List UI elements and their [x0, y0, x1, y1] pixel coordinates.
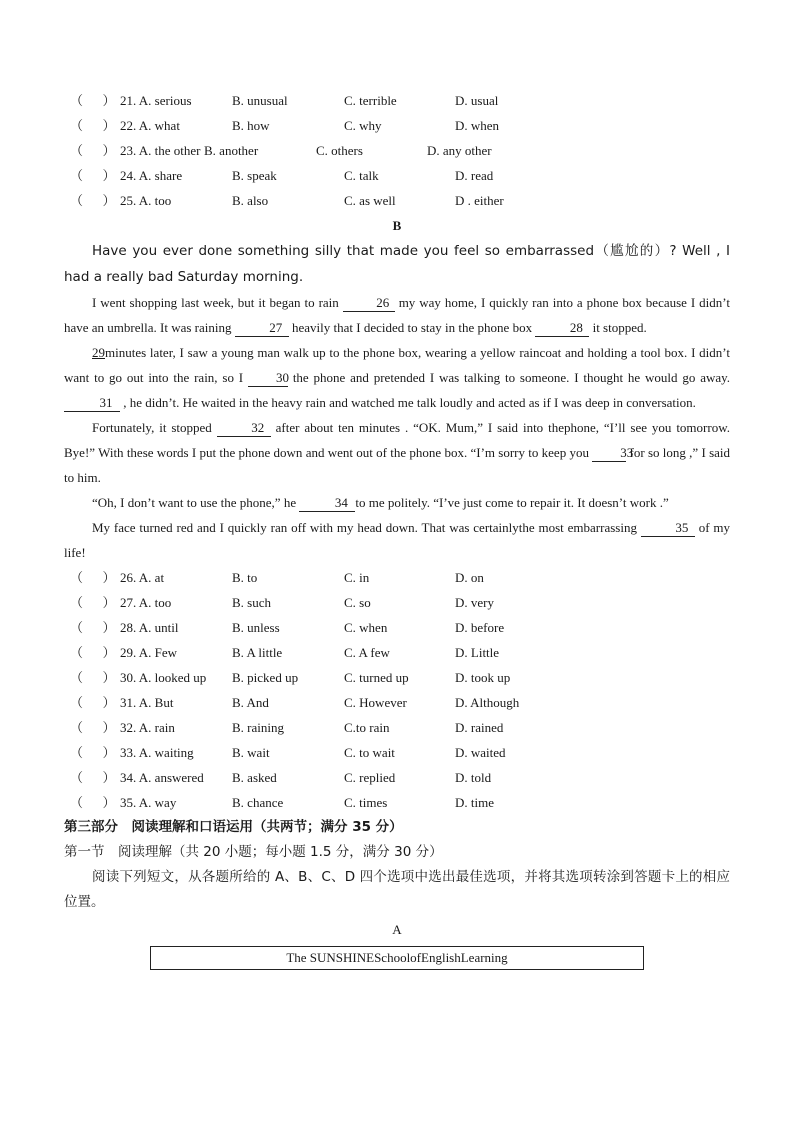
- paragraph-text: after about ten minutes . “OK. Mum,” I said into thephone, “I’ll see you tomorrow. Bye!” With these words I put the phone down and went out of the phone box. “I’m sorry to keep you: [64, 420, 731, 460]
- option-a: 33. A. waiting: [120, 745, 194, 760]
- answer-paren[interactable]: （ ）: [70, 168, 116, 183]
- paragraph-text: the phone and pretended I was talking to someone. I thought he would go away.: [292, 370, 731, 385]
- question-row-30: [64, 665, 730, 690]
- blank-30[interactable]: 30: [248, 370, 288, 387]
- option-d: D. any other: [427, 143, 492, 158]
- option-d: D. very: [455, 595, 494, 610]
- question-row-29: [64, 640, 730, 665]
- option-c: C. talk: [344, 168, 379, 183]
- option-a: 26. A. at: [120, 570, 165, 585]
- option-c: C. why: [344, 118, 382, 133]
- section-a-question-list: [64, 88, 730, 213]
- option-d: D. on: [455, 570, 484, 585]
- reading-a-title-box: The SUNSHINESchoolofEnglishLearning: [150, 946, 644, 970]
- passage-paragraph-5: [64, 490, 730, 515]
- option-c: C. as well: [344, 193, 396, 208]
- option-d: D. read: [455, 168, 494, 183]
- answer-paren[interactable]: （ ）: [70, 645, 116, 660]
- option-b: B. asked: [232, 770, 277, 785]
- option-a: 30. A. looked up: [120, 670, 207, 685]
- option-b: B. unless: [232, 620, 280, 635]
- option-d: D. usual: [455, 93, 499, 108]
- blank-26[interactable]: 26: [343, 295, 395, 312]
- passage-paragraph-4: [64, 415, 730, 490]
- paragraph-text: of my life!: [64, 520, 731, 560]
- option-c: C. A few: [344, 645, 390, 660]
- option-c: C. turned up: [344, 670, 409, 685]
- paragraph-text: Have you ever done something silly that made you feel so embarrassed（尴尬的）? Well , I had a really bad Saturday morning.: [64, 243, 730, 285]
- option-c: C. others: [316, 143, 363, 158]
- answer-paren[interactable]: （ ）: [70, 93, 116, 108]
- paragraph-text: “Oh, I don’t want to use the phone,” he: [92, 495, 297, 510]
- option-d: D. time: [455, 795, 494, 810]
- question-row-31: [64, 690, 730, 715]
- part-3-title: 第三部分 阅读理解和口语运用（共两节；满分 35 分）: [64, 819, 403, 835]
- answer-paren[interactable]: （ ）: [70, 795, 116, 810]
- passage-paragraph-1: [64, 238, 730, 290]
- blank-27[interactable]: 27: [235, 320, 289, 337]
- answer-paren[interactable]: （ ）: [70, 143, 116, 158]
- option-b: B. And: [232, 695, 269, 710]
- section-b-question-list: [64, 565, 730, 815]
- option-a: 21. A. serious: [120, 93, 192, 108]
- question-row-27: [64, 590, 730, 615]
- option-b: B. picked up: [232, 670, 299, 685]
- option-d: D. took up: [455, 670, 511, 685]
- option-b: B. A little: [232, 645, 283, 660]
- paragraph-text: for so long ,” I said to him.: [64, 445, 731, 485]
- answer-paren[interactable]: （ ）: [70, 118, 116, 133]
- question-row-22: [64, 113, 730, 138]
- option-d: D. waited: [455, 745, 506, 760]
- option-c: C. so: [344, 595, 371, 610]
- option-d: D. when: [455, 118, 500, 133]
- option-b: B. also: [232, 193, 269, 208]
- option-b: B. speak: [232, 168, 277, 183]
- option-b: B. wait: [232, 745, 270, 760]
- answer-paren[interactable]: （ ）: [70, 745, 116, 760]
- part-3-section-1: 第一节 阅读理解（共 20 小题；每小题 1.5 分，满分 30 分）: [64, 844, 443, 860]
- option-d: D. before: [455, 620, 505, 635]
- option-c: C.to rain: [344, 720, 390, 735]
- option-a: 29. A. Few: [120, 645, 178, 660]
- answer-paren[interactable]: （ ）: [70, 620, 116, 635]
- question-row-33: [64, 740, 730, 765]
- answer-paren[interactable]: （ ）: [70, 595, 116, 610]
- option-a: 31. A. But: [120, 695, 174, 710]
- blank-35[interactable]: 35: [641, 520, 695, 537]
- answer-paren[interactable]: （ ）: [70, 770, 116, 785]
- paragraph-text: minutes later, I saw a young man walk up to the phone box, wearing a yellow raincoat and holding a tool box. I didn’t want to go out into the rain, so I: [64, 345, 730, 385]
- answer-paren[interactable]: （ ）: [70, 695, 116, 710]
- passage-b: [64, 238, 730, 565]
- answer-paren[interactable]: （ ）: [70, 670, 116, 685]
- question-row-24: [64, 163, 730, 188]
- question-row-34: [64, 765, 730, 790]
- option-b: B. to: [232, 570, 258, 585]
- option-d: D . either: [455, 193, 504, 208]
- option-b: B. how: [232, 118, 270, 133]
- option-b: B. such: [232, 595, 271, 610]
- question-row-32: [64, 715, 730, 740]
- question-row-21: [64, 88, 730, 113]
- option-c: C. to wait: [344, 745, 395, 760]
- option-a: 25. A. too: [120, 193, 172, 208]
- paragraph-text: , he didn’t. He waited in the heavy rain and watched me talk loudly and acted as if I was deep in conversation.: [123, 395, 696, 410]
- blank-28[interactable]: 28: [535, 320, 589, 337]
- option-a: 34. A. answered: [120, 770, 204, 785]
- option-c: C. replied: [344, 770, 396, 785]
- option-c: C. when: [344, 620, 388, 635]
- blank-31[interactable]: 31: [64, 395, 120, 412]
- paragraph-text: to me politely. “I’ve just come to repair it. It doesn’t work .”: [355, 495, 669, 510]
- blank-32[interactable]: 32: [217, 420, 271, 437]
- option-b: B. unusual: [232, 93, 288, 108]
- paragraph-text: I went shopping last week, but it began to rain: [92, 295, 339, 310]
- option-b: B. raining: [232, 720, 284, 735]
- question-row-25: [64, 188, 730, 213]
- option-a: 27. A. too: [120, 595, 172, 610]
- option-a: 32. A. rain: [120, 720, 175, 735]
- paragraph-text: heavily that I decided to stay in the phone box: [292, 320, 533, 335]
- option-d: D. Little: [455, 645, 500, 660]
- option-d: D. told: [455, 770, 492, 785]
- option-d: D. Although: [455, 695, 520, 710]
- passage-paragraph-2: [64, 290, 730, 340]
- paragraph-text: my way home, I quickly ran into a phone box because I didn’t have an umbrella. It was raining: [64, 295, 730, 335]
- option-a: 35. A. way: [120, 795, 177, 810]
- question-row-35: [64, 790, 730, 815]
- blank-33[interactable]: 33: [592, 445, 626, 462]
- question-row-23: [64, 138, 730, 163]
- option-c: C. in: [344, 570, 370, 585]
- option-b: B. chance: [232, 795, 284, 810]
- paragraph-text: Fortunately, it stopped: [92, 420, 212, 435]
- option-c: C. terrible: [344, 93, 397, 108]
- answer-paren[interactable]: （ ）: [70, 570, 116, 585]
- paragraph-text: it stopped.: [592, 320, 647, 335]
- paragraph-text: My face turned red and I quickly ran off with my head down. That was certainlythe most embarrassing: [92, 520, 637, 535]
- question-row-28: [64, 615, 730, 640]
- option-a: 24. A. share: [120, 168, 183, 183]
- option-d: D. rained: [455, 720, 504, 735]
- exam-page: [64, 88, 730, 970]
- option-a: 23. A. the other: [120, 143, 201, 158]
- section-b-heading: B: [392, 218, 402, 233]
- option-c: C. times: [344, 795, 388, 810]
- blank-29[interactable]: 29: [92, 345, 105, 360]
- answer-paren[interactable]: （ ）: [70, 193, 116, 208]
- part-3-instruction: 阅读下列短文，从各题所给的 A、B、C、D 四个选项中选出最佳选项，并将其选项转涂到答题卡上的相应位置。: [64, 869, 730, 910]
- answer-paren[interactable]: （ ）: [70, 720, 116, 735]
- option-b: B. another: [204, 143, 259, 158]
- question-row-26: [64, 565, 730, 590]
- reading-a-heading: A: [392, 922, 402, 937]
- passage-paragraph-3: [64, 340, 730, 415]
- option-c: C. However: [344, 695, 407, 710]
- option-a: 22. A. what: [120, 118, 180, 133]
- option-a: 28. A. until: [120, 620, 179, 635]
- passage-paragraph-6: [64, 515, 730, 565]
- blank-34[interactable]: 34: [299, 495, 355, 512]
